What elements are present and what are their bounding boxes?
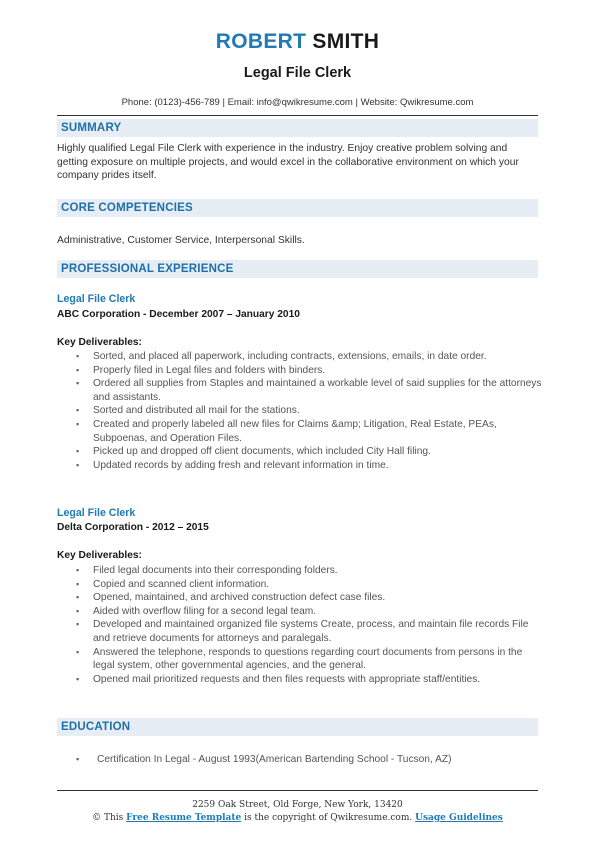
list-item: ▪ Sorted and distributed all mail for the stations.	[76, 405, 300, 417]
list-item: ▪ Aided with overflow filing for a second legal team.	[76, 605, 317, 617]
education-heading: EDUCATION	[57, 718, 538, 736]
education-text: Certification In Legal - August 1993(American Bartending School - Tucson, AZ)	[97, 754, 452, 765]
bullet-icon: ▪	[76, 673, 80, 684]
header-divider	[57, 115, 538, 116]
copyright-prefix: © This	[92, 813, 127, 823]
list-item: ▪ Picked up and dropped off client documents, which included City Hall filing.	[76, 446, 431, 458]
job-title-heading: Legal File Clerk	[243, 65, 352, 81]
list-item: ▪ Created and properly labeled all new files for Claims &amp; Litigation, Real Estate, PEAs, Subpoenas, and Operation Files.	[76, 418, 497, 444]
bullet-icon: ▪	[76, 754, 80, 764]
first-name: ROBERT	[215, 30, 307, 53]
list-item: ▪ Properly filed in Legal files and folders with binders.	[76, 364, 326, 376]
job-2-company: Delta Corporation - 2012 – 2015	[57, 522, 209, 533]
competencies-heading: CORE COMPETENCIES	[57, 199, 538, 217]
bullet-icon: ▪	[76, 351, 80, 361]
list-item: ▪ Copied and scanned client information.	[76, 578, 270, 590]
job-2-bullets	[76, 564, 546, 686]
candidate-name	[0, 30, 595, 54]
contact-line: Phone: (0123)-456-789 | Email: info@qwikresume.com | Website: Qwikresume.com	[121, 97, 474, 108]
footer-copyright	[0, 812, 595, 824]
list-item: ▪ Opened, maintained, and archived construction defect case files.	[76, 592, 386, 604]
list-item: ▪ Opened mail prioritized requests and then files requests with appropriate staff/entities.	[76, 673, 481, 685]
job-1-bullets	[76, 350, 546, 472]
education-item	[76, 753, 452, 766]
bullet-icon: ▪	[76, 364, 80, 375]
summary-heading: SUMMARY	[57, 119, 538, 137]
job-2-title: Legal File Clerk	[57, 507, 136, 519]
list-item: ▪ Developed and maintained organized file systems Create, process, and maintain file records File and retrieve documents for attorneys and paralegals.	[76, 619, 529, 644]
resume-header	[0, 0, 595, 109]
footer-address: 2259 Oak Street, Old Forge, New York, 13420	[192, 800, 403, 810]
job-1-company: ABC Corporation - December 2007 – January 2010	[57, 309, 300, 320]
experience-heading: PROFESSIONAL EXPERIENCE	[57, 260, 538, 278]
bullet-icon: ▪	[76, 418, 80, 429]
job-1-title: Legal File Clerk	[57, 293, 136, 305]
bullet-icon: ▪	[76, 446, 80, 457]
last-name: SMITH	[312, 30, 380, 53]
usage-guidelines-link[interactable]: Usage Guidelines	[415, 813, 503, 823]
competencies-text: Administrative, Customer Service, Interpersonal Skills.	[57, 235, 305, 246]
free-resume-template-link[interactable]: Free Resume Template	[126, 813, 242, 823]
summary-text: Highly qualified Legal File Clerk with experience in the industry. Enjoy creative problem solving and getting exposure on multiple projects, and would excel in the collaborative environment on which your company prides itself.	[57, 143, 519, 182]
footer-divider	[57, 790, 538, 791]
bullet-icon: ▪	[76, 619, 80, 630]
job-1-deliverables-label: Key Deliverables:	[57, 337, 142, 348]
bullet-icon: ▪	[76, 378, 80, 389]
list-item: ▪ Answered the telephone, responds to questions regarding court documents from persons in the legal system, other governmental agencies, and the general.	[76, 646, 523, 672]
bullet-icon: ▪	[76, 592, 80, 603]
copyright-middle: is the copyright of Qwikresume.com.	[241, 813, 416, 823]
bullet-icon: ▪	[76, 405, 80, 416]
bullet-icon: ▪	[76, 605, 80, 616]
list-item: ▪ Updated records by adding fresh and relevant information in time.	[76, 459, 389, 471]
bullet-icon: ▪	[76, 565, 80, 575]
list-item: ▪ Ordered all supplies from Staples and maintained a workable level of said supplies for the attorneys and assistants.	[76, 378, 542, 403]
job-2-deliverables-label: Key Deliverables:	[57, 550, 142, 561]
list-item: ▪ Filed legal documents into their corresponding folders.	[76, 565, 338, 576]
bullet-icon: ▪	[76, 646, 80, 657]
bullet-icon: ▪	[76, 578, 80, 589]
bullet-icon: ▪	[76, 459, 80, 470]
list-item: ▪ Sorted, and placed all paperwork, including contracts, extensions, emails, in date order.	[76, 351, 487, 362]
